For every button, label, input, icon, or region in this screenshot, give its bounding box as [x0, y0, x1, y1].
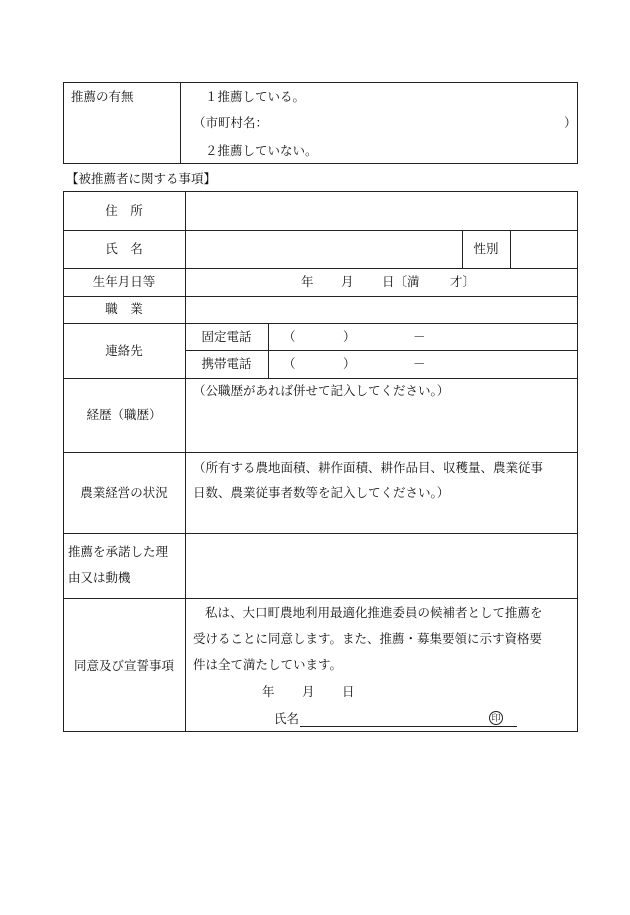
recommendation-option-2: ２推薦していない。	[205, 143, 318, 158]
section-title: 【被推薦者に関する事項】	[66, 171, 217, 186]
reason-label-line2: 由又は動機	[68, 570, 131, 585]
municipality-label: （市町村名：	[193, 115, 269, 130]
consent-month-unit: 月	[302, 684, 315, 699]
reason-field[interactable]	[186, 534, 577, 598]
signature-line[interactable]	[300, 711, 517, 727]
landline-paren-open: （	[283, 329, 296, 344]
seal-mark	[489, 711, 503, 725]
consent-text-line1: 私は、大口町農地利用最適化推進委員の候補者として推薦を	[205, 605, 543, 620]
farming-field[interactable]	[186, 505, 577, 532]
address-field[interactable]	[186, 192, 577, 230]
seal-text: 印	[491, 714, 501, 724]
mobile-dash: －	[413, 356, 426, 371]
landline-label: 固定電話	[201, 329, 252, 344]
farming-note-line1: （所有する農地面積、耕作面積、耕作品目、収穫量、農業従事	[193, 460, 544, 475]
career-label: 経歴（職歴）	[86, 407, 162, 422]
row-divider	[63, 452, 578, 453]
address-label: 住 所	[105, 203, 143, 218]
mobile-label: 携帯電話	[201, 356, 252, 371]
landline-dash: －	[413, 329, 426, 344]
row-divider	[63, 598, 578, 599]
contact-label: 連絡先	[105, 343, 143, 358]
landline-paren-close: ）	[343, 329, 356, 344]
name-field[interactable]	[186, 231, 462, 268]
farming-label: 農業経営の状況	[80, 485, 168, 500]
mobile-paren-close: ）	[343, 356, 356, 371]
consent-label: 同意及び宣誓事項	[73, 658, 174, 673]
row-divider	[63, 323, 578, 324]
birth-day-age-open: 日〔満	[382, 274, 420, 289]
gender-field[interactable]	[511, 231, 577, 268]
birth-month-unit: 月	[341, 274, 354, 289]
row-divider	[63, 268, 578, 269]
consent-text-line2: 受けることに同意します。また、推薦・募集要領に示す資格要	[193, 631, 543, 646]
signature-name-label: 氏名	[274, 711, 300, 726]
farming-note-line2: 日数、農業従事者数等を記入してください。）	[193, 485, 450, 500]
contact-sublabel-divider	[268, 323, 269, 378]
career-note: （公職歴があれば併せて記入してください。）	[193, 383, 450, 398]
recommendation-option-1: １推薦している。	[205, 89, 306, 104]
mobile-paren-open: （	[283, 356, 296, 371]
recommendation-label: 推薦の有無	[71, 89, 134, 104]
birth-age-close: 才〕	[450, 274, 476, 289]
birth-year-unit: 年	[301, 274, 314, 289]
label-column-divider	[185, 191, 186, 732]
reason-label-line1: 推薦を承諾した理	[68, 544, 169, 559]
career-field[interactable]	[186, 400, 577, 451]
recommendation-table	[63, 82, 578, 164]
contact-subrow-divider	[185, 350, 578, 351]
occupation-label: 職 業	[105, 301, 143, 316]
gender-label: 性別	[473, 241, 499, 256]
name-label: 氏 名	[105, 241, 143, 256]
consent-year-unit: 年	[262, 684, 275, 699]
row-divider	[63, 378, 578, 379]
consent-day-unit: 日	[342, 684, 355, 699]
birth-label: 生年月日等	[92, 274, 156, 289]
municipality-close: ）	[564, 115, 577, 130]
recommendation-divider	[180, 82, 181, 164]
occupation-field[interactable]	[186, 297, 577, 323]
consent-text-line3: 件は全て満たしています。	[193, 657, 343, 672]
